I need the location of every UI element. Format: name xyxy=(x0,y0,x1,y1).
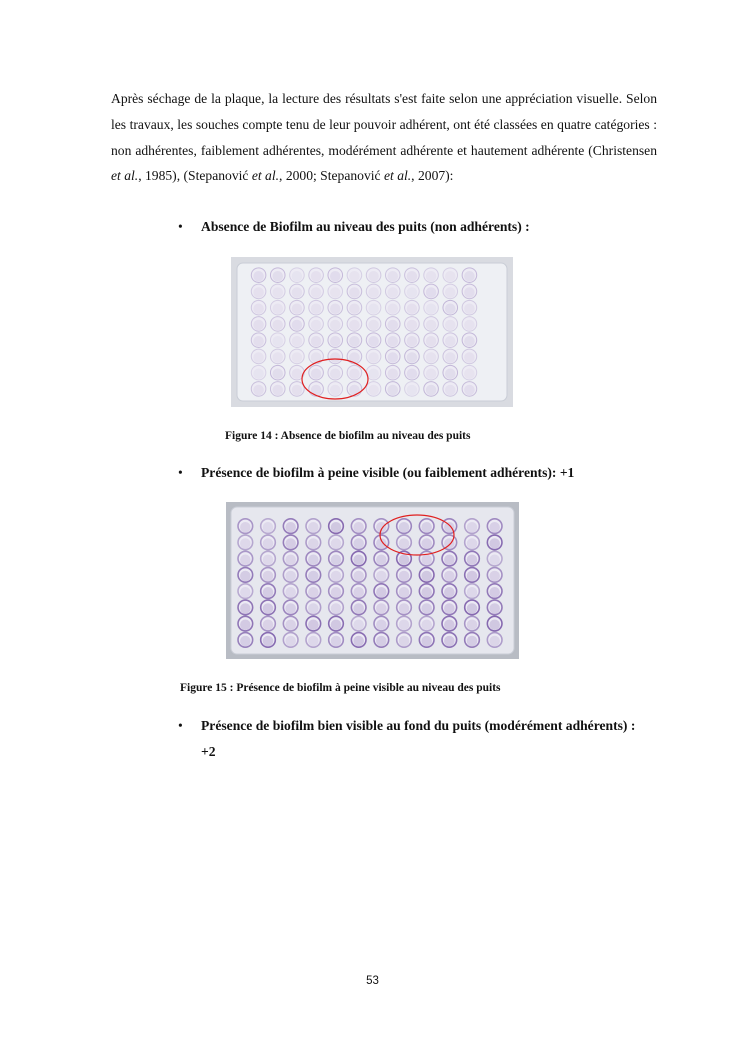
well-stain xyxy=(426,385,437,396)
well-stain xyxy=(467,522,478,533)
well-stain xyxy=(353,619,364,630)
well-stain xyxy=(330,336,341,347)
bullet-text: Absence de Biofilm au niveau des puits (non adhérents) : xyxy=(201,219,530,234)
well-stain xyxy=(240,571,251,582)
well-stain xyxy=(240,619,251,630)
well-stain xyxy=(263,619,274,630)
well-stain xyxy=(285,587,296,598)
well-stain xyxy=(253,352,264,363)
well-stain xyxy=(467,571,478,582)
well-stain xyxy=(353,603,364,614)
well-stain xyxy=(399,636,410,647)
well-stain xyxy=(353,554,364,565)
bullet-symbol: • xyxy=(178,219,183,234)
well-stain xyxy=(272,303,283,314)
well-stain xyxy=(368,320,379,331)
well-stain xyxy=(407,368,418,379)
well-stain xyxy=(464,271,475,282)
well-stain xyxy=(376,619,387,630)
well-stain xyxy=(240,603,251,614)
well-stain xyxy=(308,603,319,614)
page-number: 53 xyxy=(366,975,379,987)
well-stain xyxy=(353,538,364,549)
well-stain xyxy=(331,571,342,582)
well-stain xyxy=(349,336,360,347)
well-stain xyxy=(376,587,387,598)
figure-15-plate-photo xyxy=(226,502,519,659)
well-stain xyxy=(376,636,387,647)
well-stain xyxy=(421,619,432,630)
well-stain xyxy=(368,352,379,363)
well-stain xyxy=(368,287,379,298)
well-stain xyxy=(272,287,283,298)
well-stain xyxy=(308,587,319,598)
well-stain xyxy=(489,571,500,582)
well-stain xyxy=(445,385,456,396)
figure-14-plate-photo xyxy=(231,257,513,407)
well-stain xyxy=(330,303,341,314)
well-stain xyxy=(331,619,342,630)
well-stain xyxy=(444,636,455,647)
well-stain xyxy=(272,385,283,396)
well-stain xyxy=(387,303,398,314)
well-stain xyxy=(253,385,264,396)
bullet-faible-biofilm xyxy=(178,460,658,486)
well-stain xyxy=(263,587,274,598)
well-stain xyxy=(464,368,475,379)
well-stain xyxy=(407,385,418,396)
well-stain xyxy=(349,287,360,298)
well-stain xyxy=(489,554,500,565)
well-stain xyxy=(308,522,319,533)
well-stain xyxy=(263,636,274,647)
well-stain xyxy=(353,636,364,647)
well-stain xyxy=(263,538,274,549)
well-stain xyxy=(426,368,437,379)
well-stain xyxy=(421,587,432,598)
well-stain xyxy=(387,352,398,363)
citation-etal: et al. xyxy=(111,168,139,184)
well-stain xyxy=(330,271,341,282)
figure-14-caption: Figure 14 : Absence de biofilm au niveau des puits xyxy=(225,430,471,442)
well-stain xyxy=(308,538,319,549)
well-stain xyxy=(330,287,341,298)
well-stain xyxy=(426,320,437,331)
well-stain xyxy=(464,385,475,396)
well-stain xyxy=(467,538,478,549)
well-stain xyxy=(444,571,455,582)
well-stain xyxy=(292,336,303,347)
well-stain xyxy=(464,336,475,347)
well-stain xyxy=(353,571,364,582)
well-stain xyxy=(407,336,418,347)
well-stain xyxy=(489,619,500,630)
well-stain xyxy=(489,603,500,614)
well-stain xyxy=(308,636,319,647)
well-stain xyxy=(421,603,432,614)
well-stain xyxy=(464,303,475,314)
well-stain xyxy=(331,554,342,565)
well-stain xyxy=(292,271,303,282)
well-stain xyxy=(285,619,296,630)
well-stain xyxy=(331,636,342,647)
well-stain xyxy=(311,271,322,282)
well-stain xyxy=(376,571,387,582)
well-stain xyxy=(308,619,319,630)
well-stain xyxy=(445,368,456,379)
well-stain xyxy=(489,587,500,598)
well-stain xyxy=(368,303,379,314)
well-stain xyxy=(426,287,437,298)
well-stain xyxy=(272,320,283,331)
well-stain xyxy=(467,603,478,614)
well-stain xyxy=(353,522,364,533)
well-stain xyxy=(272,352,283,363)
well-stain xyxy=(285,571,296,582)
well-stain xyxy=(240,538,251,549)
well-stain xyxy=(444,554,455,565)
well-stain xyxy=(421,538,432,549)
well-stain xyxy=(407,271,418,282)
well-stain xyxy=(387,336,398,347)
body-paragraph xyxy=(111,86,657,189)
well-stain xyxy=(253,336,264,347)
well-stain xyxy=(272,368,283,379)
well-stain xyxy=(445,303,456,314)
well-stain xyxy=(331,522,342,533)
well-stain xyxy=(285,554,296,565)
well-stain xyxy=(263,554,274,565)
well-stain xyxy=(263,603,274,614)
well-stain xyxy=(368,336,379,347)
well-stain xyxy=(311,368,322,379)
well-stain xyxy=(467,587,478,598)
well-stain xyxy=(489,522,500,533)
well-stain xyxy=(331,538,342,549)
paragraph-text: , 2007): xyxy=(411,168,454,184)
well-stain xyxy=(445,320,456,331)
well-stain xyxy=(285,522,296,533)
well-stain xyxy=(444,587,455,598)
well-stain xyxy=(272,336,283,347)
well-stain xyxy=(308,571,319,582)
well-stain xyxy=(376,603,387,614)
well-stain xyxy=(292,303,303,314)
well-stain xyxy=(399,619,410,630)
well-stain xyxy=(421,571,432,582)
well-stain xyxy=(376,554,387,565)
well-stain xyxy=(253,368,264,379)
well-stain xyxy=(467,636,478,647)
well-stain xyxy=(399,522,410,533)
well-stain xyxy=(331,603,342,614)
well-stain xyxy=(445,336,456,347)
well-stain xyxy=(387,320,398,331)
well-stain xyxy=(240,587,251,598)
well-stain xyxy=(349,368,360,379)
well-stain xyxy=(444,619,455,630)
well-stain xyxy=(240,522,251,533)
well-stain xyxy=(426,352,437,363)
well-stain xyxy=(292,352,303,363)
citation-etal: et al. xyxy=(251,168,280,184)
well-stain xyxy=(253,320,264,331)
well-stain xyxy=(489,538,500,549)
well-stain xyxy=(407,352,418,363)
well-stain xyxy=(311,287,322,298)
well-stain xyxy=(349,303,360,314)
well-stain xyxy=(426,336,437,347)
well-stain xyxy=(285,636,296,647)
well-stain xyxy=(240,554,251,565)
well-stain xyxy=(292,320,303,331)
well-stain xyxy=(311,303,322,314)
well-stain xyxy=(387,368,398,379)
well-stain xyxy=(308,554,319,565)
well-stain xyxy=(368,385,379,396)
bullet-symbol: • xyxy=(178,718,183,733)
well-stain xyxy=(330,352,341,363)
well-stain xyxy=(421,554,432,565)
well-stain xyxy=(445,271,456,282)
bullet-modere-biofilm xyxy=(178,713,638,765)
well-stain xyxy=(426,303,437,314)
well-stain xyxy=(399,554,410,565)
well-stain xyxy=(353,587,364,598)
well-stain xyxy=(387,271,398,282)
paragraph-text: Après séchage de la plaque, la lecture des résultats s'est faite selon une appréciation visuelle. Selon les travaux, les souches compte tenu de leur pouvoir adhérent, ont été classées en quatre catégories : non adhérentes, faiblement adhérentes, modérément adhérente et hautement adhérente (Christensen xyxy=(111,91,657,158)
well-stain xyxy=(467,554,478,565)
well-stain xyxy=(330,320,341,331)
well-stain xyxy=(399,571,410,582)
well-stain xyxy=(368,271,379,282)
well-stain xyxy=(331,587,342,598)
well-stain xyxy=(489,636,500,647)
well-stain xyxy=(399,587,410,598)
well-stain xyxy=(292,368,303,379)
well-stain xyxy=(330,385,341,396)
well-stain xyxy=(426,271,437,282)
paragraph-text: , 1985), (Stepanović xyxy=(138,168,252,184)
well-stain xyxy=(387,287,398,298)
bullet-text: Présence de biofilm à peine visible (ou faiblement adhérents): +1 xyxy=(201,465,575,480)
bullet-text: Présence de biofilm bien visible au fond du puits (modérément adhérents) : +2 xyxy=(201,718,636,759)
well-stain xyxy=(444,603,455,614)
well-stain xyxy=(253,303,264,314)
citation-etal: et al. xyxy=(383,168,412,184)
well-stain xyxy=(311,320,322,331)
well-stain xyxy=(407,303,418,314)
figure-15-caption: Figure 15 : Présence de biofilm à peine visible au niveau des puits xyxy=(180,682,501,694)
well-stain xyxy=(407,320,418,331)
well-stain xyxy=(263,571,274,582)
bullet-absence-biofilm xyxy=(178,214,658,240)
well-stain xyxy=(387,385,398,396)
well-stain xyxy=(464,287,475,298)
well-stain xyxy=(285,603,296,614)
well-stain xyxy=(263,522,274,533)
well-stain xyxy=(285,538,296,549)
well-stain xyxy=(467,619,478,630)
well-stain xyxy=(399,603,410,614)
well-stain xyxy=(421,522,432,533)
well-stain xyxy=(349,271,360,282)
well-stain xyxy=(445,352,456,363)
well-stain xyxy=(399,538,410,549)
paragraph-text: , 2000; Stepanović xyxy=(279,168,384,184)
well-stain xyxy=(240,636,251,647)
well-stain xyxy=(253,287,264,298)
well-stain xyxy=(421,636,432,647)
well-stain xyxy=(368,368,379,379)
bullet-symbol: • xyxy=(178,465,183,480)
well-stain xyxy=(292,385,303,396)
well-stain xyxy=(292,287,303,298)
well-stain xyxy=(407,287,418,298)
well-stain xyxy=(464,352,475,363)
well-stain xyxy=(330,368,341,379)
well-stain xyxy=(311,336,322,347)
well-stain xyxy=(349,320,360,331)
well-stain xyxy=(464,320,475,331)
well-stain xyxy=(272,271,283,282)
well-stain xyxy=(445,287,456,298)
well-stain xyxy=(253,271,264,282)
